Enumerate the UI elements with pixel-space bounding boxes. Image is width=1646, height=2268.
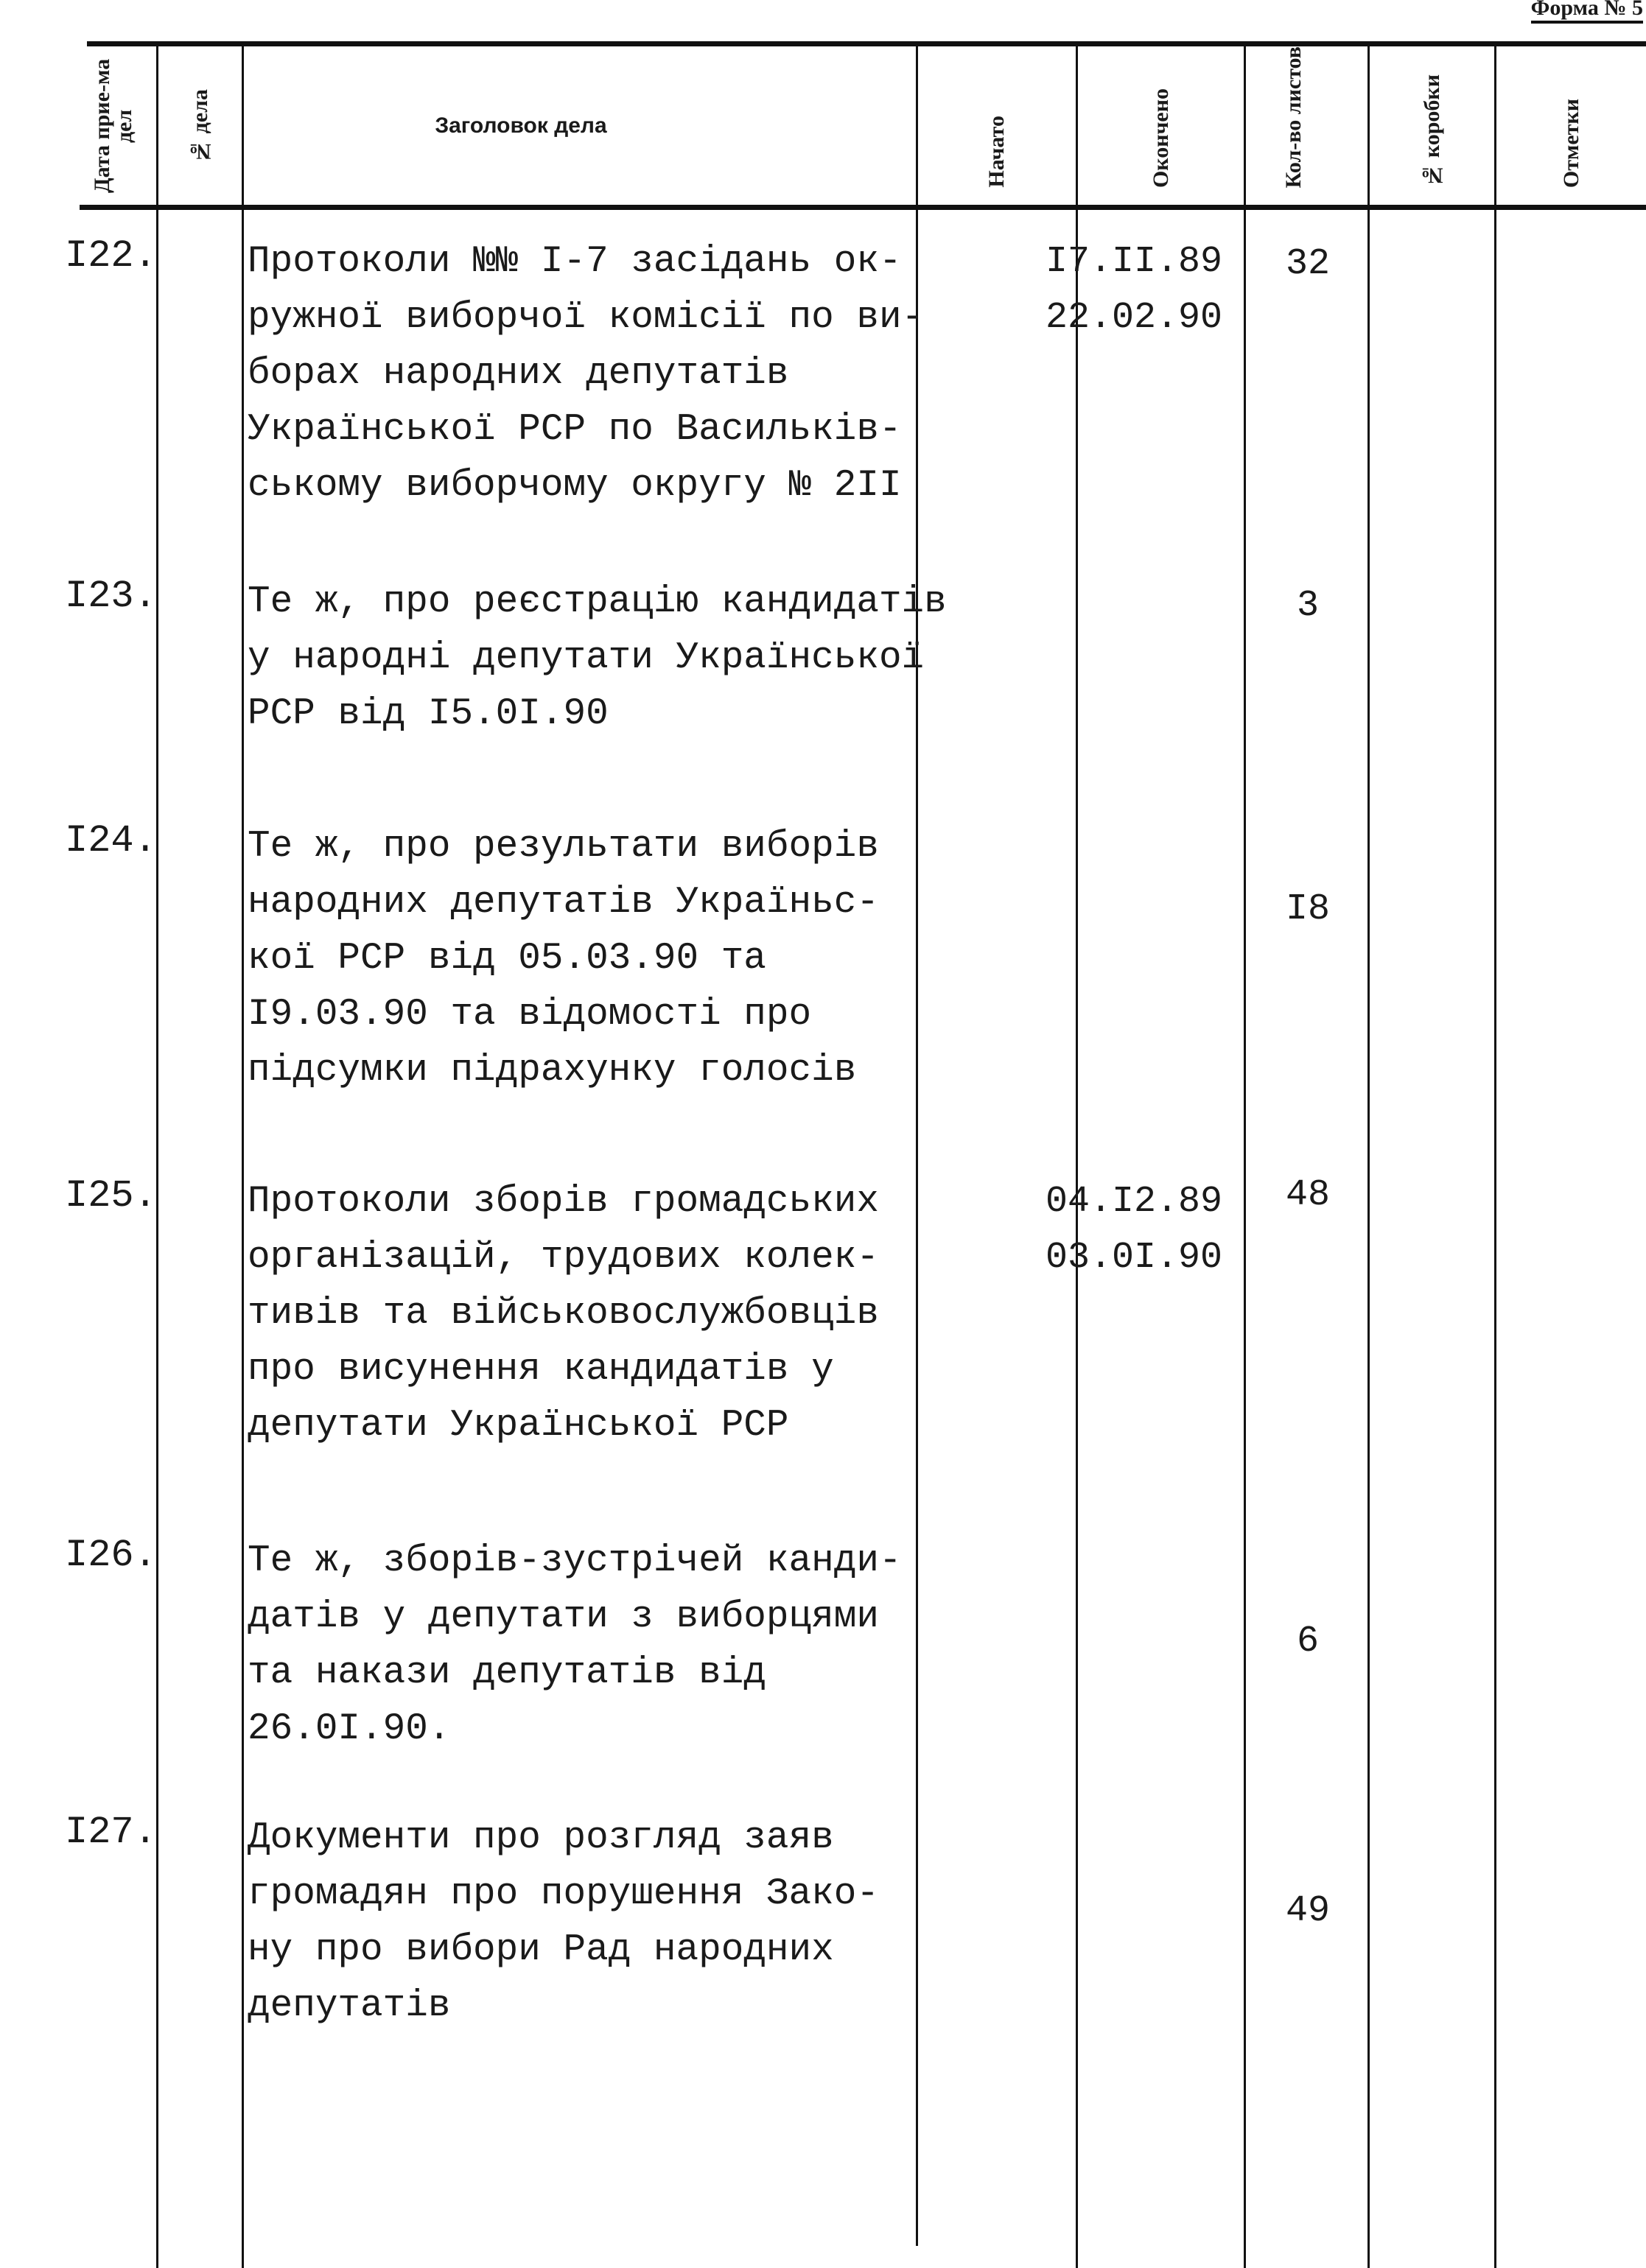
case-title-line: ну про вибори Рад народних: [248, 1929, 834, 1971]
column-divider: [1076, 46, 1078, 2268]
header-case-no: [158, 46, 242, 206]
case-title-line: депутати Української РСР: [248, 1405, 789, 1447]
case-title-line: у народні депутати Української: [248, 637, 925, 679]
header-title-label: Заголовок дела: [435, 113, 607, 138]
case-title-line: Протоколи №№ I-7 засідань ок-: [248, 241, 902, 283]
case-number: I25.: [65, 1174, 157, 1218]
case-title-line: Документи про розгляд заяв: [248, 1817, 834, 1859]
case-number: I23.: [65, 575, 157, 618]
case-title-line: народних депутатів Україньс-: [248, 882, 879, 924]
header-notes: [1496, 46, 1646, 206]
case-title-line: Української РСР по Васильків-: [248, 409, 902, 451]
case-title-line: борах народних депутатів: [248, 353, 789, 395]
case-number: I26.: [65, 1534, 157, 1577]
header-sheets: [1246, 46, 1367, 206]
column-divider: [1494, 46, 1496, 2268]
header-sheets-label: Кол-во листов: [1281, 46, 1306, 188]
start-date: 04.I2.89: [1045, 1181, 1222, 1223]
column-divider: [242, 46, 244, 2268]
case-title-line: РСР від I5.0I.90: [248, 693, 609, 735]
column-divider: [156, 46, 158, 2268]
header-end: [1078, 46, 1244, 206]
case-title: [248, 1174, 940, 1454]
case-title-line: кої РСР від 05.03.90 та: [248, 938, 766, 980]
case-number: I24.: [65, 819, 157, 863]
header-end-label: Окончено: [1148, 88, 1173, 188]
header-notes-label: Отметки: [1558, 98, 1583, 188]
case-title: [248, 819, 940, 1099]
header-title: [244, 46, 916, 206]
case-title: [248, 234, 940, 514]
header-box-label: № коробки: [1419, 74, 1444, 188]
header-date-label: Дата прие-ма дел: [89, 58, 136, 194]
case-title-line: Протоколи зборів громадських: [248, 1181, 879, 1223]
form-number-label: Форма № 5: [1531, 0, 1643, 24]
sheet-count: 32: [1285, 243, 1330, 285]
header-box: [1370, 46, 1494, 206]
case-title-line: громадян про порушення Зако-: [248, 1873, 879, 1915]
case-title-line: про висунення кандидатів у: [248, 1349, 834, 1391]
case-title-line: ському виборчому округу № 2II: [248, 465, 902, 507]
column-divider: [1244, 46, 1246, 2268]
header-date: [77, 46, 156, 206]
case-title-line: I9.03.90 та відомості про: [248, 994, 812, 1036]
column-divider: [1367, 46, 1370, 2268]
case-title-line: Те ж, зборів-зустрічей канди-: [248, 1540, 902, 1582]
case-title-line: організацій, трудових колек-: [248, 1237, 879, 1279]
case-title: [248, 1811, 940, 2034]
case-number: I22.: [65, 234, 157, 278]
case-title-line: 26.0I.90.: [248, 1708, 451, 1750]
start-date: I7.II.89: [1045, 241, 1222, 283]
case-title: [248, 1534, 940, 1758]
case-number: I27.: [65, 1811, 157, 1854]
sheet-count: 3: [1296, 585, 1319, 627]
case-title-line: підсумки підрахунку голосів: [248, 1050, 857, 1092]
header-start: [918, 46, 1076, 206]
case-title-line: Те ж, про реєстрацію кандидатів: [248, 581, 947, 623]
header-start-label: Начато: [984, 116, 1009, 188]
end-date: 22.02.90: [1045, 297, 1222, 339]
sheet-count: 49: [1285, 1890, 1330, 1932]
case-title-line: датів у депутати з виборцями: [248, 1596, 879, 1638]
sheet-count: 6: [1296, 1621, 1319, 1663]
case-title-line: ружної виборчої комісії по ви-: [248, 297, 925, 339]
end-date: 03.0I.90: [1045, 1237, 1222, 1279]
case-title-line: тивів та військовослужбовців: [248, 1293, 879, 1335]
case-title: [248, 575, 947, 742]
case-title-line: та накази депутатів від: [248, 1652, 766, 1694]
sheet-count: 48: [1285, 1174, 1330, 1216]
sheet-count: I8: [1285, 888, 1330, 930]
case-title-line: Те ж, про результати виборів: [248, 826, 879, 868]
case-title-line: депутатів: [248, 1985, 451, 2027]
header-case-no-label: № дела: [187, 88, 212, 164]
